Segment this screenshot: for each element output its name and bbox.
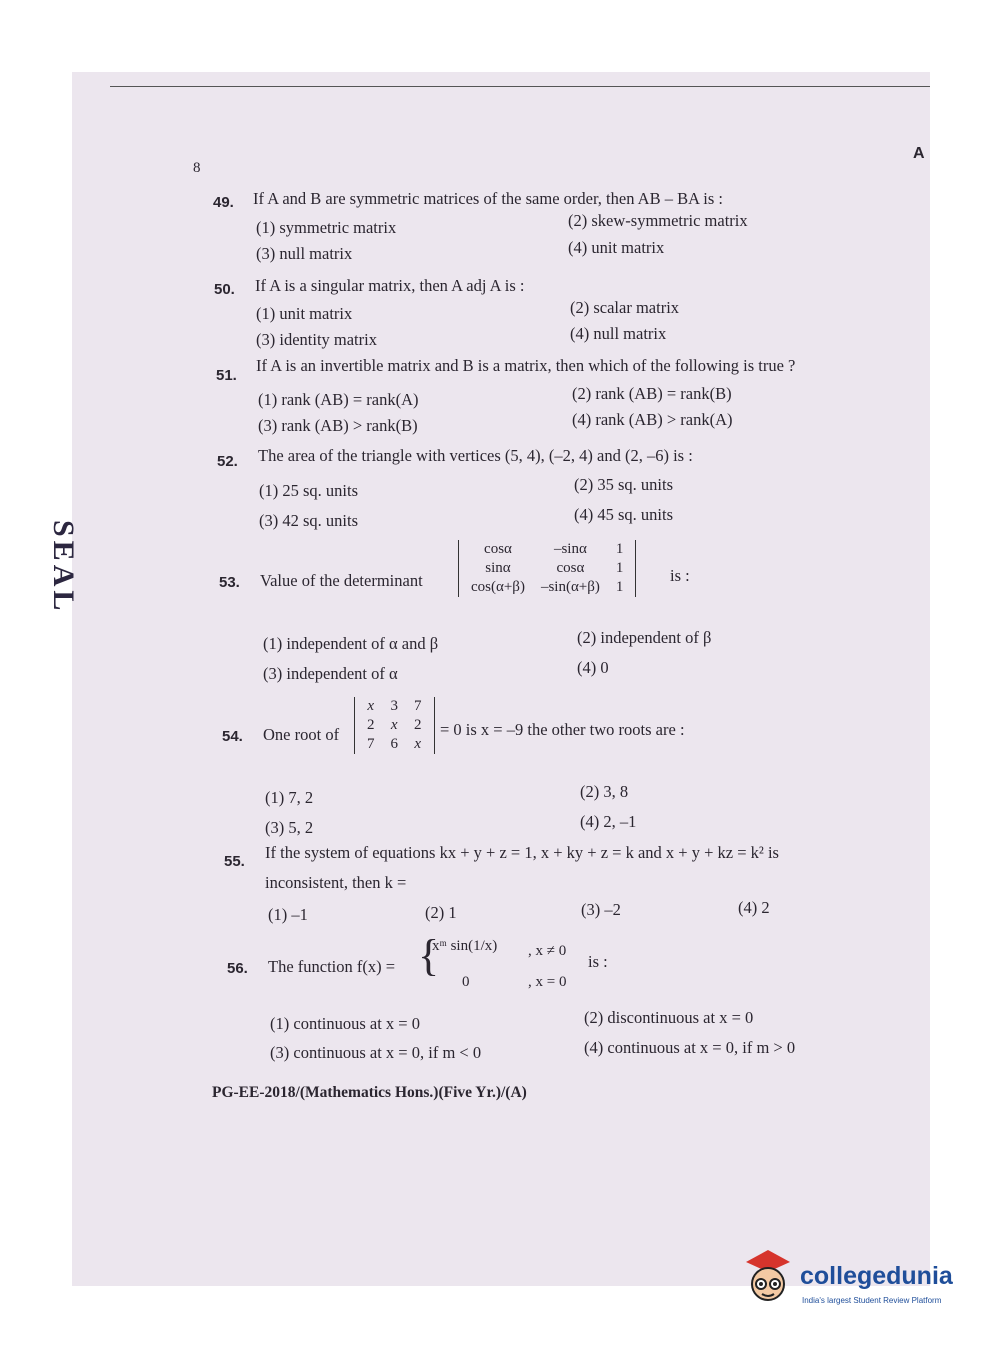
- exam-sheet: [72, 72, 930, 1286]
- determinant-53: [458, 540, 636, 597]
- option: (3) 42 sq. units: [259, 511, 358, 530]
- page-number: 8: [193, 160, 201, 176]
- option: (2) 35 sq. units: [574, 475, 673, 494]
- matrix-cell: 1: [615, 560, 624, 576]
- matrix-cell: cos(α+β): [471, 579, 525, 595]
- option: (1) continuous at x = 0: [270, 1014, 420, 1033]
- option: (2) 1: [425, 903, 457, 922]
- option: (3) –2: [581, 900, 621, 919]
- matrix-cell: 2: [414, 717, 422, 733]
- option: (3) continuous at x = 0, if m < 0: [270, 1043, 482, 1062]
- matrix-cell: 3: [390, 698, 398, 714]
- question-number: 52.: [217, 453, 238, 470]
- seal-stamp: SEAL: [47, 520, 80, 615]
- option: (4) unit matrix: [568, 238, 665, 257]
- case-condition: , x = 0: [528, 974, 567, 990]
- option: (2) independent of β: [577, 628, 712, 647]
- matrix-cell: 2: [367, 717, 375, 733]
- option: (4) rank (AB) > rank(A): [572, 410, 733, 429]
- matrix-cell: x: [367, 698, 375, 714]
- question-text: The area of the triangle with vertices (5, 4), (–2, 4) and (2, –6) is :: [258, 446, 693, 465]
- matrix-cell: x: [414, 736, 422, 752]
- option: (3) independent of α: [263, 664, 398, 683]
- question-suffix: is :: [588, 952, 608, 971]
- question-number: 56.: [227, 960, 248, 977]
- matrix-cell: x: [390, 717, 398, 733]
- question-text: If A is a singular matrix, then A adj A is :: [255, 276, 525, 295]
- matrix-cell: –sin(α+β): [540, 579, 600, 595]
- option: (2) scalar matrix: [570, 298, 680, 317]
- question-suffix: is :: [670, 566, 690, 585]
- question-text: Value of the determinant: [260, 571, 423, 590]
- collegedunia-logo: [738, 1240, 978, 1320]
- question-suffix: = 0 is x = –9 the other two roots are :: [440, 720, 685, 739]
- case-expression: 0: [462, 974, 470, 990]
- question-number: 50.: [214, 281, 235, 298]
- option: (1) 25 sq. units: [259, 481, 358, 500]
- question-text: If A and B are symmetric matrices of the same order, then AB – BA is :: [253, 189, 723, 208]
- question-text: The function f(x) =: [268, 957, 396, 976]
- option: (4) null matrix: [570, 324, 667, 343]
- top-rule: [110, 86, 930, 87]
- option: (1) unit matrix: [256, 304, 353, 323]
- option: (2) skew-symmetric matrix: [568, 211, 748, 230]
- matrix-cell: 1: [615, 579, 624, 595]
- question-text: If A is an invertible matrix and B is a matrix, then which of the following is true ?: [256, 356, 796, 375]
- question-number: 55.: [224, 853, 245, 870]
- determinant-54: [354, 697, 435, 754]
- logo-brand: collegedunia: [800, 1262, 953, 1290]
- logo-tagline: India's largest Student Review Platform: [802, 1296, 942, 1305]
- question-text: If the system of equations kx + y + z = 1, x + ky + z = k and x + y + kz = k² is: [265, 843, 779, 862]
- case-expression: xᵐ sin(1/x): [432, 938, 498, 954]
- mascot-icon: [738, 1240, 800, 1306]
- matrix-cell: sinα: [485, 560, 511, 576]
- option: (2) 3, 8: [580, 782, 629, 801]
- matrix-cell: –sinα: [553, 541, 587, 557]
- question-number: 54.: [222, 728, 243, 745]
- series-label: A: [913, 145, 925, 162]
- question-number: 51.: [216, 367, 237, 384]
- case-condition: , x ≠ 0: [528, 943, 567, 959]
- option: (2) rank (AB) = rank(B): [572, 384, 732, 403]
- question-text: One root of: [263, 725, 340, 744]
- option: (3) 5, 2: [265, 818, 314, 837]
- question-text-continued: inconsistent, then k =: [265, 873, 407, 892]
- option: (4) 2: [738, 898, 770, 917]
- option: (1) independent of α and β: [263, 634, 439, 653]
- matrix-cell: 7: [414, 698, 422, 714]
- matrix-cell: 6: [390, 736, 398, 752]
- option: (4) 0: [577, 658, 609, 677]
- option: (1) rank (AB) = rank(A): [258, 390, 419, 409]
- question-number: 49.: [213, 194, 234, 211]
- option: (3) identity matrix: [256, 330, 377, 349]
- matrix-cell: cosα: [484, 541, 512, 557]
- paper-code-footer: PG-EE-2018/(Mathematics Hons.)(Five Yr.)/(A): [212, 1084, 527, 1101]
- matrix-cell: 7: [367, 736, 375, 752]
- option: (4) 45 sq. units: [574, 505, 673, 524]
- matrix-cell: cosα: [556, 560, 585, 576]
- option: (3) rank (AB) > rank(B): [258, 416, 418, 435]
- brace: {: [418, 931, 440, 980]
- option: (4) continuous at x = 0, if m > 0: [584, 1038, 796, 1057]
- option: (3) null matrix: [256, 244, 353, 263]
- option: (1) symmetric matrix: [256, 218, 397, 237]
- option: (1) –1: [268, 905, 308, 924]
- option: (2) discontinuous at x = 0: [584, 1008, 754, 1027]
- matrix-cell: 1: [615, 541, 624, 557]
- option: (4) 2, –1: [580, 812, 637, 831]
- option: (1) 7, 2: [265, 788, 314, 807]
- question-number: 53.: [219, 574, 240, 591]
